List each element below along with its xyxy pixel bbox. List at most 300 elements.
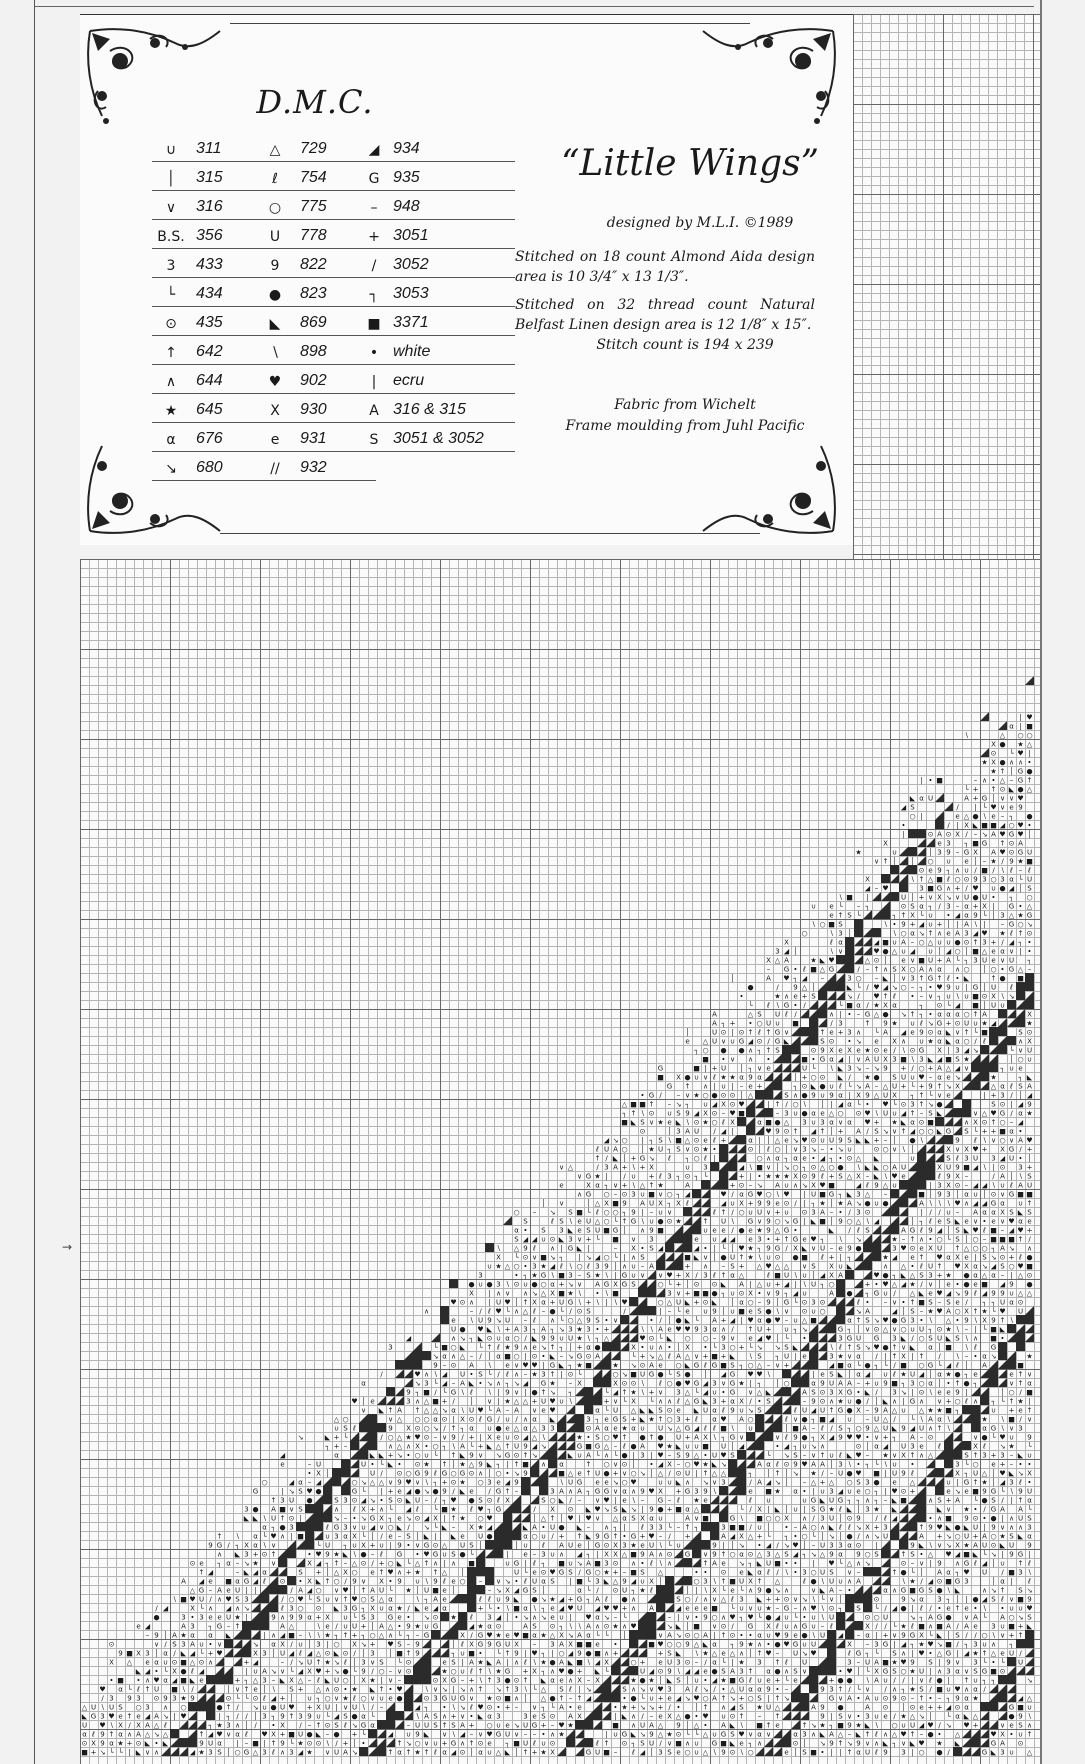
svg-text:U: U	[1009, 1542, 1014, 1550]
svg-text:└: └	[739, 1505, 744, 1514]
svg-text:ℓ: ℓ	[730, 1596, 734, 1604]
svg-text:└: └	[766, 1532, 771, 1541]
svg-text:♥: ♥	[738, 1245, 744, 1253]
svg-text:е: е	[370, 1569, 374, 1577]
svg-text:е: е	[964, 1605, 968, 1613]
svg-text:3: 3	[973, 957, 977, 965]
svg-text:○: ○	[864, 1551, 870, 1559]
svg-text:◢: ◢	[802, 975, 808, 983]
svg-text:∧: ∧	[595, 1623, 600, 1631]
svg-text:◣: ◣	[469, 1380, 475, 1388]
svg-text:↘: ↘	[406, 1515, 412, 1523]
svg-text:◣: ◣	[847, 1263, 853, 1271]
svg-text:A: A	[775, 1182, 780, 1190]
svg-text:∖: ∖	[847, 1461, 851, 1469]
svg-text:★: ★	[450, 1506, 456, 1514]
svg-text:е: е	[910, 1029, 914, 1037]
svg-text:∨: ∨	[829, 1596, 834, 1604]
svg-text:│: │	[919, 1568, 923, 1577]
svg-text:∨: ∨	[289, 1506, 294, 1514]
svg-text:∨: ∨	[712, 1596, 717, 1604]
svg-text:│: │	[847, 1370, 851, 1379]
svg-text:3: 3	[856, 1191, 860, 1199]
svg-text:S: S	[865, 1317, 870, 1325]
svg-text:∪: ∪	[730, 1200, 735, 1208]
svg-text:G: G	[730, 1515, 735, 1523]
svg-text:3: 3	[550, 1425, 554, 1433]
svg-text:┐: ┐	[865, 1650, 869, 1658]
svg-text:α: α	[622, 1515, 627, 1523]
svg-text:9: 9	[721, 1335, 725, 1343]
svg-text:★: ★	[693, 1497, 699, 1505]
svg-text:+: +	[775, 1677, 781, 1685]
svg-text:∨: ∨	[928, 894, 933, 902]
svg-text:–: –	[470, 1308, 474, 1316]
svg-text:/: /	[731, 1191, 734, 1199]
svg-text:└: └	[352, 1613, 357, 1622]
svg-text:U: U	[991, 984, 996, 992]
svg-text:◣: ◣	[235, 1551, 241, 1559]
svg-text:G: G	[1018, 777, 1023, 785]
svg-text:ℓ: ℓ	[703, 1362, 707, 1370]
svg-text:♥: ♥	[756, 1371, 762, 1379]
svg-text:е: е	[397, 1614, 401, 1622]
svg-text:◣: ◣	[1027, 1074, 1033, 1082]
svg-text:/: /	[1019, 1416, 1022, 1424]
svg-text:∪: ∪	[631, 1173, 636, 1181]
svg-text:3: 3	[919, 885, 923, 893]
svg-text:│: │	[991, 1577, 995, 1586]
svg-text:|: |	[650, 1452, 652, 1460]
svg-text:↑: ↑	[991, 786, 997, 794]
svg-text:↑: ↑	[1018, 1236, 1024, 1244]
svg-text:+: +	[1009, 1254, 1015, 1262]
svg-text:↘: ↘	[1018, 1470, 1024, 1478]
svg-text:│: │	[514, 1298, 518, 1307]
svg-text:•: •	[406, 1542, 410, 1550]
svg-text:┐: ┐	[748, 1560, 752, 1568]
svg-text:S: S	[631, 1281, 636, 1289]
svg-text:↑: ↑	[577, 1533, 583, 1541]
svg-text:S: S	[955, 1236, 960, 1244]
svg-text:⊙: ⊙	[811, 1164, 817, 1172]
svg-text:↑: ↑	[748, 1668, 754, 1676]
svg-text:•: •	[928, 1011, 932, 1019]
svg-text:9: 9	[775, 1290, 779, 1298]
svg-text:A: A	[460, 1380, 465, 1388]
svg-text:△: △	[910, 1290, 916, 1298]
svg-text:α: α	[748, 1686, 753, 1694]
svg-text:9: 9	[964, 1515, 968, 1523]
svg-text:ℓ: ℓ	[1009, 867, 1013, 875]
svg-text:↑: ↑	[703, 1470, 709, 1478]
svg-text:└: └	[919, 911, 924, 920]
svg-text:+: +	[973, 1533, 979, 1541]
svg-text:△: △	[550, 1632, 556, 1640]
svg-text:∪: ∪	[811, 1119, 816, 1127]
svg-text:∖: ∖	[415, 1596, 419, 1604]
svg-text:⊙: ⊙	[820, 1398, 826, 1406]
svg-text:G: G	[604, 1533, 609, 1541]
svg-text:◢: ◢	[937, 1056, 943, 1064]
svg-text:◣: ◣	[847, 1191, 853, 1199]
svg-text:S: S	[559, 1686, 564, 1694]
svg-text:│: │	[478, 1541, 482, 1550]
svg-text:|: |	[443, 1515, 445, 1523]
svg-text:♥: ♥	[783, 1641, 789, 1649]
svg-text:∖: ∖	[640, 1110, 644, 1118]
svg-text:◣: ◣	[649, 1407, 655, 1415]
svg-text:│: │	[388, 1649, 392, 1658]
svg-text:A: A	[955, 1497, 960, 1505]
svg-text:A: A	[667, 1632, 672, 1640]
svg-text:∨: ∨	[478, 1452, 483, 1460]
svg-text:X: X	[757, 1506, 762, 1514]
svg-text:U: U	[325, 1542, 330, 1550]
svg-text:⊙: ⊙	[487, 1335, 493, 1343]
legend-symbol: ♥	[256, 374, 294, 393]
svg-text:+: +	[676, 1272, 682, 1280]
svg-text:◢: ◢	[883, 1443, 889, 1451]
svg-text:S: S	[568, 1209, 573, 1217]
svg-text:3: 3	[829, 1686, 833, 1694]
svg-text:■: ■	[918, 1299, 925, 1307]
svg-text:○: ○	[981, 1245, 987, 1253]
svg-text:◢: ◢	[190, 1650, 196, 1658]
svg-text:↑: ↑	[937, 1263, 943, 1271]
svg-text:△: △	[568, 1164, 574, 1172]
svg-text:X: X	[793, 1173, 798, 1181]
svg-text:S: S	[892, 1650, 897, 1658]
svg-text:∨: ∨	[901, 1344, 906, 1352]
svg-text:U: U	[595, 1227, 600, 1235]
svg-text:X: X	[658, 1488, 663, 1496]
svg-text:┐: ┐	[982, 1677, 986, 1685]
svg-text:α: α	[937, 1029, 942, 1037]
svg-text:•: •	[766, 1236, 770, 1244]
svg-text:α: α	[730, 1398, 735, 1406]
svg-text:U: U	[829, 1137, 834, 1145]
svg-text:∖: ∖	[559, 1479, 563, 1487]
svg-text:↘: ↘	[892, 984, 898, 992]
svg-text:•: •	[604, 1317, 608, 1325]
svg-text:/: /	[731, 1209, 734, 1217]
svg-text:X: X	[172, 1668, 177, 1676]
svg-text:X: X	[379, 1578, 384, 1586]
svg-text:е: е	[559, 1677, 563, 1685]
svg-text:/: /	[578, 1569, 581, 1577]
svg-text:A: A	[460, 1443, 465, 1451]
svg-text:3: 3	[937, 1596, 941, 1604]
svg-text:+: +	[991, 939, 997, 947]
svg-text:∖: ∖	[919, 1416, 923, 1424]
svg-text:U: U	[532, 1578, 537, 1586]
svg-text:◣: ◣	[460, 1452, 466, 1460]
svg-text:┐: ┐	[910, 1641, 914, 1649]
svg-text:G: G	[937, 885, 942, 893]
svg-text:┐: ┐	[775, 1353, 779, 1361]
svg-text:♥: ♥	[270, 1533, 276, 1541]
svg-text:U: U	[316, 1461, 321, 1469]
svg-text:└: └	[631, 1352, 636, 1361]
svg-text:+: +	[1027, 1146, 1033, 1154]
svg-text:α: α	[847, 1542, 852, 1550]
svg-text:∪: ∪	[892, 1461, 897, 1469]
svg-text:ℓ: ℓ	[676, 1497, 680, 1505]
svg-text:∪: ∪	[523, 1542, 528, 1550]
svg-text:∧: ∧	[919, 1398, 924, 1406]
svg-text:△: △	[253, 1677, 259, 1685]
svg-text:е: е	[856, 1047, 860, 1055]
svg-text:∨: ∨	[631, 1236, 636, 1244]
svg-text:◣: ◣	[703, 1641, 709, 1649]
svg-text:∨: ∨	[235, 1686, 240, 1694]
svg-text:└: └	[838, 902, 843, 911]
svg-text:■: ■	[990, 1668, 997, 1676]
svg-text:△: △	[775, 1551, 781, 1559]
svg-text:◢: ◢	[406, 1488, 412, 1496]
svg-text:∨: ∨	[802, 1668, 807, 1676]
svg-text:α: α	[577, 1587, 582, 1595]
svg-text:A: A	[298, 1587, 303, 1595]
svg-text:S: S	[910, 1308, 915, 1316]
svg-text:|: |	[911, 1353, 913, 1361]
svg-text:U: U	[757, 1209, 762, 1217]
svg-text:△: △	[604, 1443, 610, 1451]
svg-text:♥: ♥	[765, 1650, 771, 1658]
svg-text:★: ★	[648, 1146, 654, 1154]
svg-text:┐: ┐	[739, 1614, 743, 1622]
svg-text:↑: ↑	[991, 975, 997, 983]
svg-text:е: е	[595, 1479, 599, 1487]
svg-text:└: └	[784, 1334, 789, 1343]
svg-text:●: ●	[1026, 813, 1032, 821]
svg-text:/: /	[227, 1542, 230, 1550]
svg-text:|: |	[290, 1533, 292, 1541]
svg-text:○: ○	[549, 1497, 555, 1505]
svg-text:е: е	[946, 1389, 950, 1397]
svg-text:⊙: ⊙	[1018, 1299, 1024, 1307]
svg-text:/: /	[848, 1209, 851, 1217]
svg-text:∧: ∧	[973, 1335, 978, 1343]
svg-text:G: G	[694, 1380, 699, 1388]
svg-text:■: ■	[774, 1272, 781, 1280]
svg-text:|: |	[794, 1281, 796, 1289]
svg-text:⊙: ⊙	[703, 1299, 709, 1307]
svg-text:■: ■	[927, 1119, 934, 1127]
svg-text:S: S	[946, 1299, 951, 1307]
svg-text:┐: ┐	[964, 1371, 968, 1379]
svg-text:↘: ↘	[586, 1686, 592, 1694]
svg-text:–: –	[1001, 1227, 1005, 1235]
svg-text:е: е	[829, 1029, 833, 1037]
svg-text:|: |	[605, 1173, 607, 1181]
svg-text:/: /	[803, 1002, 806, 1010]
svg-text:△: △	[685, 1353, 691, 1361]
svg-text:+: +	[955, 885, 961, 893]
svg-text:♥: ♥	[855, 1434, 861, 1442]
svg-text:е: е	[532, 1344, 536, 1352]
svg-text:G: G	[775, 1245, 780, 1253]
svg-text:∪: ∪	[847, 1488, 852, 1496]
svg-text:◣: ◣	[316, 1578, 322, 1586]
svg-text:★: ★	[405, 1587, 411, 1595]
svg-text:◣: ◣	[397, 1560, 403, 1568]
svg-text:∪: ∪	[631, 1272, 636, 1280]
svg-text:ℓ: ℓ	[568, 1686, 572, 1694]
svg-text:–: –	[749, 1182, 753, 1190]
svg-text:X: X	[658, 1200, 663, 1208]
svg-text:9: 9	[397, 1578, 401, 1586]
svg-text:∪: ∪	[892, 1182, 897, 1190]
svg-text:–: –	[821, 1146, 825, 1154]
svg-text:3: 3	[982, 876, 986, 884]
svg-text:■: ■	[576, 1659, 583, 1667]
svg-text:ℓ: ℓ	[838, 1506, 842, 1514]
svg-text:е: е	[748, 1227, 752, 1235]
svg-text:е: е	[550, 1614, 554, 1622]
svg-text:⊙: ⊙	[964, 876, 970, 884]
svg-text:↑: ↑	[199, 1569, 205, 1577]
svg-text:9: 9	[739, 1641, 743, 1649]
svg-text:♥: ♥	[900, 1245, 906, 1253]
svg-text:♥: ♥	[954, 1200, 960, 1208]
svg-text:●: ●	[657, 1371, 663, 1379]
svg-text:U: U	[685, 1470, 690, 1478]
svg-text:◣: ◣	[226, 1632, 232, 1640]
svg-text:↘: ↘	[991, 1551, 997, 1559]
svg-text:♥: ♥	[792, 1542, 798, 1550]
svg-text:↘: ↘	[1009, 1245, 1015, 1253]
svg-text:○: ○	[774, 1218, 780, 1226]
svg-text:∧: ∧	[550, 1317, 555, 1325]
svg-text:G: G	[541, 1380, 546, 1388]
svg-text:–: –	[866, 1407, 870, 1415]
svg-text:↑: ↑	[829, 1407, 835, 1415]
svg-text:∪: ∪	[541, 1533, 546, 1541]
legend-entry	[152, 220, 260, 249]
svg-text:G: G	[199, 1587, 204, 1595]
svg-text:│: │	[685, 1028, 689, 1037]
svg-text:⊙: ⊙	[514, 1677, 520, 1685]
svg-text:9: 9	[766, 1245, 770, 1253]
svg-text:∪: ∪	[343, 1623, 348, 1631]
svg-text:△: △	[883, 1416, 889, 1424]
svg-text:⊙: ⊙	[982, 1119, 988, 1127]
svg-text:◢: ◢	[694, 1668, 700, 1676]
svg-text:3: 3	[487, 1614, 491, 1622]
svg-text:–: –	[776, 1650, 780, 1658]
svg-text:◢: ◢	[991, 1263, 997, 1271]
svg-text:◣: ◣	[973, 822, 979, 830]
svg-text:↘: ↘	[370, 1497, 376, 1505]
svg-text:∧: ∧	[928, 1497, 933, 1505]
svg-text:△: △	[316, 1650, 322, 1658]
svg-text:–: –	[668, 1101, 672, 1109]
svg-text:◢: ◢	[892, 1308, 898, 1316]
svg-text:∨: ∨	[613, 1461, 618, 1469]
svg-text:┐: ┐	[919, 1614, 923, 1622]
svg-text:U: U	[289, 1497, 294, 1505]
svg-text:|: |	[812, 1488, 814, 1496]
svg-text:X: X	[649, 1578, 654, 1586]
svg-text:X: X	[964, 1308, 969, 1316]
svg-text:○: ○	[414, 1452, 420, 1460]
svg-text:/: /	[596, 1164, 599, 1172]
svg-text:G: G	[739, 1038, 744, 1046]
svg-text:◢: ◢	[1000, 822, 1006, 830]
svg-text:│: │	[793, 1073, 797, 1082]
svg-text:♥: ♥	[990, 804, 996, 812]
svg-text:U: U	[946, 1164, 951, 1172]
svg-text:∪: ∪	[973, 1677, 978, 1685]
svg-text:┐: ┐	[928, 1326, 932, 1334]
svg-text:♥: ♥	[999, 1470, 1005, 1478]
svg-text:♥: ♥	[720, 1416, 726, 1424]
svg-text:∖: ∖	[820, 1614, 824, 1622]
svg-text:α: α	[163, 1650, 168, 1658]
svg-text:⊙: ⊙	[514, 1434, 520, 1442]
svg-text:♥: ♥	[900, 1659, 906, 1667]
svg-text:G: G	[523, 1587, 528, 1595]
svg-text:U: U	[307, 1659, 312, 1667]
svg-text:G: G	[856, 1650, 861, 1658]
svg-text:■: ■	[756, 1164, 763, 1172]
svg-text:α: α	[388, 1605, 393, 1613]
svg-text:∪: ∪	[991, 1407, 996, 1415]
svg-text:–: –	[965, 1353, 969, 1361]
svg-text:●: ●	[360, 1551, 366, 1559]
svg-text:●: ●	[594, 1344, 600, 1352]
svg-text:■: ■	[810, 1317, 817, 1325]
svg-text:↑: ↑	[973, 1479, 979, 1487]
svg-text:–: –	[533, 1209, 537, 1217]
svg-text:┐: ┐	[946, 867, 950, 875]
svg-text:–: –	[209, 1587, 213, 1595]
svg-text:◣: ◣	[244, 1569, 250, 1577]
svg-text:■: ■	[729, 1677, 736, 1685]
svg-text:ℓ: ℓ	[352, 1506, 356, 1514]
svg-text:♥: ♥	[810, 1650, 816, 1658]
svg-text:U: U	[739, 1578, 744, 1586]
svg-text:–: –	[641, 1497, 645, 1505]
svg-text:└: └	[784, 1676, 789, 1685]
svg-text:∪: ∪	[1000, 1623, 1005, 1631]
svg-text:S: S	[793, 1668, 798, 1676]
svg-text:е: е	[856, 1488, 860, 1496]
svg-text:G: G	[631, 1218, 636, 1226]
svg-text:◣: ◣	[703, 1398, 709, 1406]
svg-text:└: └	[622, 1397, 627, 1406]
svg-text:S: S	[676, 1146, 681, 1154]
svg-text:•: •	[703, 1569, 707, 1577]
svg-text:┐: ┐	[991, 1299, 995, 1307]
svg-text:α: α	[523, 1533, 528, 1541]
legend-symbol: B.S.	[152, 229, 190, 248]
svg-text:S: S	[370, 1596, 375, 1604]
svg-text:└: └	[199, 1649, 204, 1658]
svg-text:∪: ∪	[1000, 1560, 1005, 1568]
svg-text:G: G	[910, 1398, 915, 1406]
svg-text:∧: ∧	[406, 1443, 411, 1451]
svg-text:|: |	[902, 831, 904, 839]
svg-text:■: ■	[648, 1641, 655, 1649]
svg-text:ℓ: ℓ	[829, 1623, 833, 1631]
svg-text:┐: ┐	[820, 1236, 824, 1244]
svg-text:9: 9	[622, 1200, 626, 1208]
svg-text:●: ●	[738, 1227, 744, 1235]
svg-text:ℓ: ℓ	[712, 1137, 716, 1145]
